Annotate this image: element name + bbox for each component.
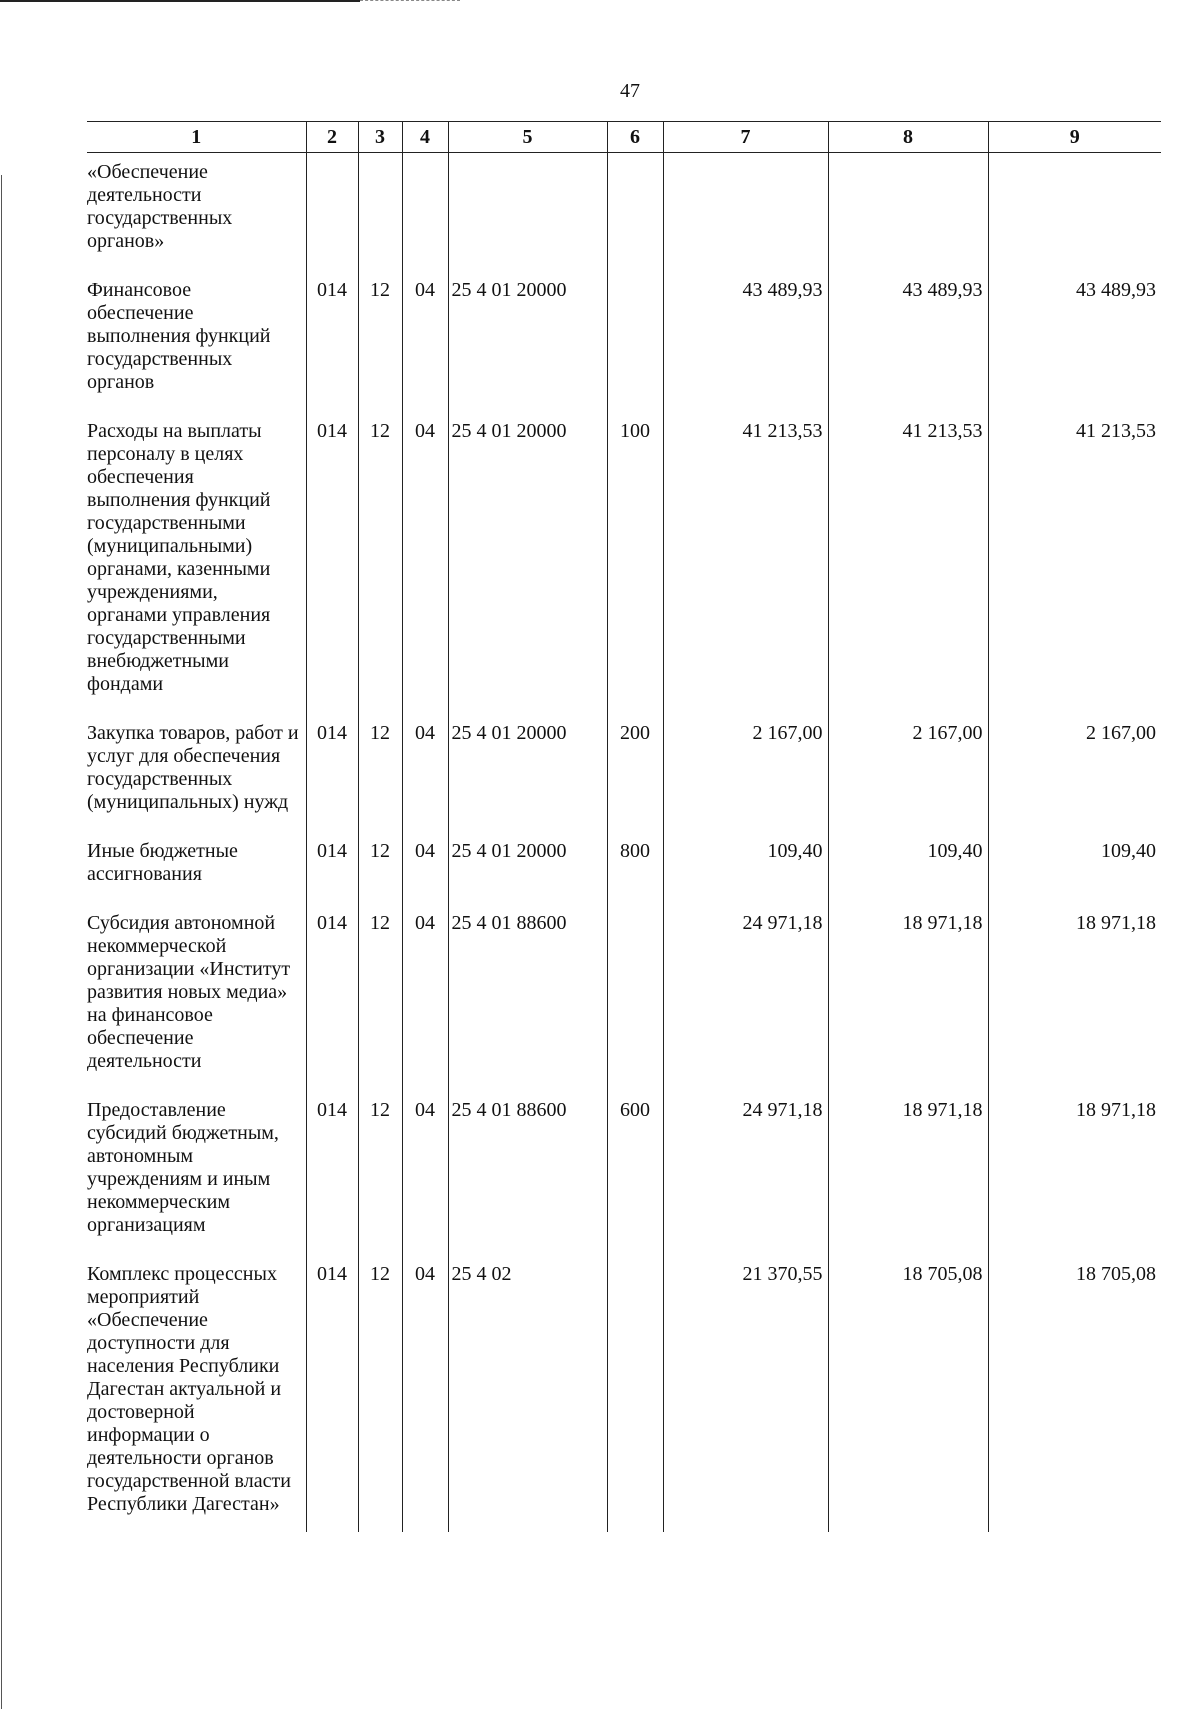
budget-table bbox=[87, 121, 1161, 1532]
row-name: Комплекс процессных мероприятий «Обеспечение доступности для населения Республики Дагестан актуальной и достоверной информации о деятельности органов государственной власти Республики Дагестан» bbox=[87, 1263, 291, 1515]
row-amount-col7: 24 971,18 bbox=[663, 902, 828, 1089]
row-target-code: 25 4 01 88600 bbox=[448, 902, 607, 1089]
row-expense-type: 600 bbox=[607, 1089, 663, 1253]
header-col-9: 9 bbox=[988, 122, 1161, 153]
row-target-code: 25 4 01 20000 bbox=[448, 712, 607, 830]
row-subsection-code: 04 bbox=[402, 1089, 448, 1253]
table-row bbox=[87, 1089, 1161, 1253]
row-amount-col7: 24 971,18 bbox=[663, 1089, 828, 1253]
header-col-3: 3 bbox=[358, 122, 402, 153]
row-name: Субсидия автономной некоммерческой организации «Институт развития новых медиа» на финансовое обеспечение деятельности bbox=[87, 912, 291, 1072]
row-target-code: 25 4 01 88600 bbox=[448, 1089, 607, 1253]
row-amount-col8: 43 489,93 bbox=[828, 269, 988, 410]
row-ministry-code: 014 bbox=[306, 1253, 358, 1532]
table-row bbox=[87, 712, 1161, 830]
row-subsection-code: 04 bbox=[402, 830, 448, 902]
row-amount-col7: 2 167,00 bbox=[663, 712, 828, 830]
row-ministry-code: 014 bbox=[306, 712, 358, 830]
row-expense-type: 100 bbox=[607, 410, 663, 712]
row-target-code: 25 4 01 20000 bbox=[448, 410, 607, 712]
row-amount-col9: 18 971,18 bbox=[988, 1089, 1161, 1253]
table-row bbox=[87, 153, 1161, 270]
row-expense-type bbox=[607, 902, 663, 1089]
row-name: Предоставление субсидий бюджетным, автономным учреждениям и иным некоммерческим организациям bbox=[87, 1099, 279, 1236]
header-col-6: 6 bbox=[607, 122, 663, 153]
row-ministry-code: 014 bbox=[306, 410, 358, 712]
row-amount-col8: 109,40 bbox=[828, 830, 988, 902]
row-amount-col8: 41 213,53 bbox=[828, 410, 988, 712]
row-target-code: 25 4 02 bbox=[448, 1253, 607, 1532]
row-section-code bbox=[358, 153, 402, 270]
row-expense-type bbox=[607, 269, 663, 410]
row-name: Расходы на выплаты персоналу в целях обеспечения выполнения функций государственными (муниципальными) органами, казенными учреждениями, органами управления государственными внебюджетными фондами bbox=[87, 420, 271, 695]
row-section-code: 12 bbox=[358, 830, 402, 902]
row-ministry-code bbox=[306, 153, 358, 270]
row-amount-col8: 2 167,00 bbox=[828, 712, 988, 830]
header-col-7: 7 bbox=[663, 122, 828, 153]
row-ministry-code: 014 bbox=[306, 269, 358, 410]
row-name: Закупка товаров, работ и услуг для обеспечения государственных (муниципальных) нужд bbox=[87, 722, 299, 813]
row-amount-col9: 18 971,18 bbox=[988, 902, 1161, 1089]
row-expense-type: 200 bbox=[607, 712, 663, 830]
table-row bbox=[87, 410, 1161, 712]
row-ministry-code: 014 bbox=[306, 1089, 358, 1253]
row-amount-col9: 43 489,93 bbox=[988, 269, 1161, 410]
row-amount-col7: 41 213,53 bbox=[663, 410, 828, 712]
page-number: 47 bbox=[620, 80, 640, 102]
row-amount-col9: 18 705,08 bbox=[988, 1253, 1161, 1532]
row-ministry-code: 014 bbox=[306, 902, 358, 1089]
scan-edge-left bbox=[1, 175, 2, 1709]
scan-border-top bbox=[0, 0, 360, 2]
table-row bbox=[87, 1253, 1161, 1532]
row-section-code: 12 bbox=[358, 712, 402, 830]
row-amount-col7: 21 370,55 bbox=[663, 1253, 828, 1532]
row-name: «Обеспечение деятельности государственных органов» bbox=[87, 161, 233, 252]
row-section-code: 12 bbox=[358, 269, 402, 410]
row-amount-col7: 43 489,93 bbox=[663, 269, 828, 410]
header-row bbox=[87, 122, 1161, 153]
row-target-code bbox=[448, 153, 607, 270]
row-subsection-code: 04 bbox=[402, 712, 448, 830]
table-row bbox=[87, 269, 1161, 410]
row-name: Иные бюджетные ассигнования bbox=[87, 840, 238, 885]
table-row bbox=[87, 830, 1161, 902]
row-amount-col8: 18 971,18 bbox=[828, 902, 988, 1089]
row-expense-type bbox=[607, 153, 663, 270]
row-subsection-code: 04 bbox=[402, 269, 448, 410]
row-section-code: 12 bbox=[358, 1089, 402, 1253]
row-amount-col9: 109,40 bbox=[988, 830, 1161, 902]
row-subsection-code: 04 bbox=[402, 410, 448, 712]
header-col-4: 4 bbox=[402, 122, 448, 153]
table-row bbox=[87, 902, 1161, 1089]
row-ministry-code: 014 bbox=[306, 830, 358, 902]
row-target-code: 25 4 01 20000 bbox=[448, 269, 607, 410]
row-subsection-code: 04 bbox=[402, 902, 448, 1089]
row-amount-col7 bbox=[663, 153, 828, 270]
row-name: Финансовое обеспечение выполнения функций государственных органов bbox=[87, 279, 271, 393]
row-amount-col7: 109,40 bbox=[663, 830, 828, 902]
scan-border-top-dashed bbox=[360, 0, 460, 1]
row-target-code: 25 4 01 20000 bbox=[448, 830, 607, 902]
row-section-code: 12 bbox=[358, 410, 402, 712]
row-amount-col9: 41 213,53 bbox=[988, 410, 1161, 712]
row-expense-type: 800 bbox=[607, 830, 663, 902]
row-amount-col8: 18 971,18 bbox=[828, 1089, 988, 1253]
row-subsection-code bbox=[402, 153, 448, 270]
row-section-code: 12 bbox=[358, 1253, 402, 1532]
row-amount-col9 bbox=[988, 153, 1161, 270]
row-section-code: 12 bbox=[358, 902, 402, 1089]
header-col-2: 2 bbox=[306, 122, 358, 153]
row-amount-col8: 18 705,08 bbox=[828, 1253, 988, 1532]
header-col-1: 1 bbox=[87, 122, 306, 153]
row-amount-col9: 2 167,00 bbox=[988, 712, 1161, 830]
row-subsection-code: 04 bbox=[402, 1253, 448, 1532]
header-col-8: 8 bbox=[828, 122, 988, 153]
header-col-5: 5 bbox=[448, 122, 607, 153]
row-amount-col8 bbox=[828, 153, 988, 270]
row-expense-type bbox=[607, 1253, 663, 1532]
